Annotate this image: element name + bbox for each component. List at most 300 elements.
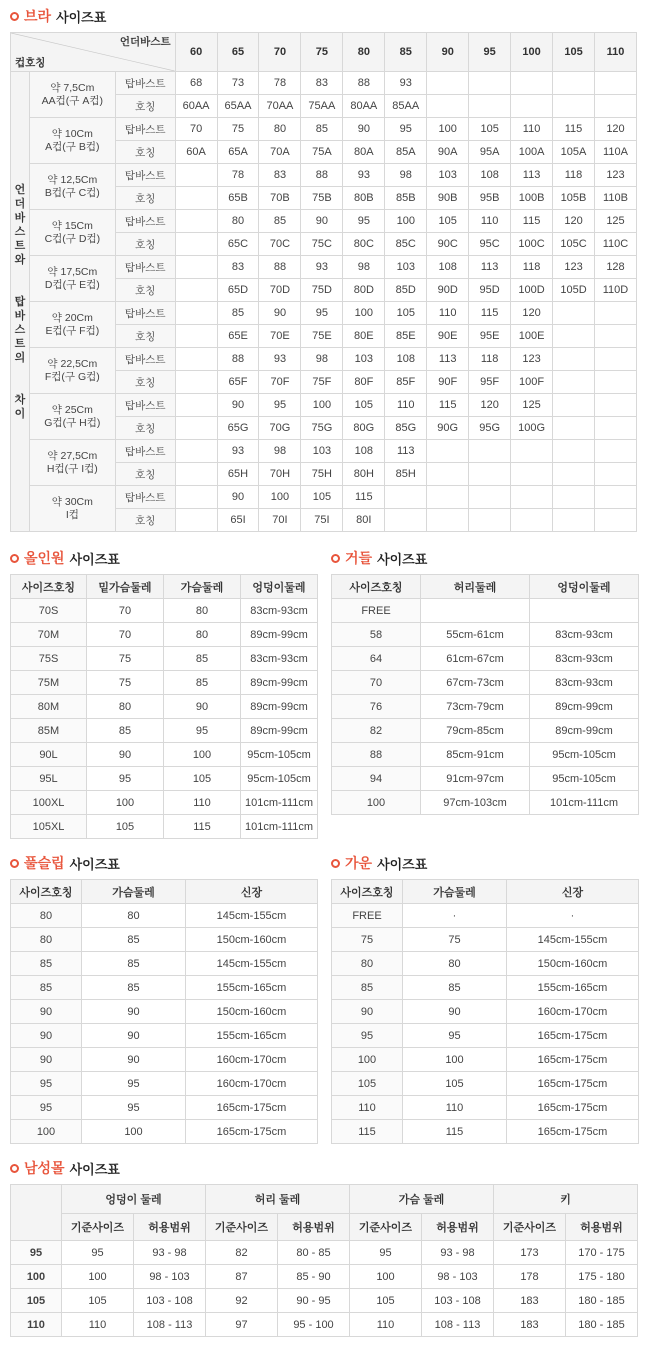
allinone-col-header: 밑가슴둘레 (87, 575, 164, 599)
table-row (332, 599, 639, 623)
table-row (332, 1096, 639, 1120)
men-sub-header: 기준사이즈 (62, 1214, 134, 1241)
gown-cell: 165cm-175cm (507, 1024, 639, 1048)
allinone-cell: 70S (11, 599, 87, 623)
men-cell: 183 (494, 1313, 566, 1337)
table-row (11, 815, 318, 839)
allinone-cell: 105 (164, 767, 241, 791)
gown-col-header: 가슴둘레 (403, 880, 507, 904)
bra-cell-topbust: 83 (217, 256, 259, 279)
bra-cell-call (553, 417, 595, 440)
bra-col-header: 65 (217, 33, 259, 72)
bra-cell-topbust: 100 (427, 118, 469, 141)
girdle-title-black: 사이즈표 (377, 551, 428, 567)
bra-cell-topbust: 78 (217, 164, 259, 187)
row-fullslip-gown (10, 853, 647, 1144)
gown-cell: FREE (332, 904, 403, 928)
bra-cell-call: 75E (301, 325, 343, 348)
bra-cell-topbust (594, 72, 636, 95)
gown-cell: 165cm-175cm (507, 1048, 639, 1072)
allinone-cell: 101cm-111cm (241, 815, 318, 839)
men-cell: 108 - 113 (422, 1313, 494, 1337)
bra-cell-topbust: 88 (259, 256, 301, 279)
gown-title-red: 가운 (345, 855, 373, 871)
fullslip-size-table (10, 879, 318, 1144)
fullslip-cell: 90 (82, 1024, 186, 1048)
men-cell: 80 - 85 (278, 1241, 350, 1265)
fullslip-cell: 80 (11, 904, 82, 928)
bra-cup-label: 약 12,5Cm B컵(구 C컵) (29, 164, 115, 210)
bra-cell-call (175, 371, 217, 394)
table-row (332, 743, 639, 767)
table-row (11, 302, 637, 325)
fullslip-cell: 165cm-175cm (186, 1096, 318, 1120)
men-sub-header: 기준사이즈 (494, 1214, 566, 1241)
bra-cell-call: 100F (511, 371, 553, 394)
bra-cell-topbust: 123 (594, 164, 636, 187)
bra-cell-topbust: 123 (511, 348, 553, 371)
men-cell: 110 (350, 1313, 422, 1337)
table-row (332, 904, 639, 928)
bra-cell-call: 90B (427, 187, 469, 210)
men-size-table (10, 1184, 638, 1337)
bra-cell-topbust (511, 486, 553, 509)
table-row (332, 1048, 639, 1072)
bra-col-header: 85 (385, 33, 427, 72)
table-row (11, 719, 318, 743)
girdle-cell: 70 (332, 671, 421, 695)
girdle-cell: 73cm-79cm (421, 695, 530, 719)
bra-cell-topbust (427, 440, 469, 463)
fullslip-cell: 150cm-160cm (186, 928, 318, 952)
bra-cell-topbust (175, 210, 217, 233)
men-cell: 105 (350, 1289, 422, 1313)
allinone-cell: 95cm-105cm (241, 743, 318, 767)
men-group-header (11, 1185, 62, 1241)
allinone-cell: 70 (87, 623, 164, 647)
men-cell: 97 (206, 1313, 278, 1337)
bra-cell-topbust: 88 (301, 164, 343, 187)
bra-cell-topbust (427, 72, 469, 95)
allinone-title-red: 올인원 (24, 550, 65, 566)
bullet-icon (10, 12, 19, 21)
girdle-cell: 83cm-93cm (530, 647, 639, 671)
fullslip-cell: 150cm-160cm (186, 1000, 318, 1024)
bra-row-label-top: 탑바스트 (115, 486, 175, 509)
table-row (11, 1024, 318, 1048)
fullslip-cell: 85 (11, 976, 82, 1000)
bra-cell-topbust: 83 (301, 72, 343, 95)
men-group-header: 엉덩이 둘레 (62, 1185, 206, 1214)
bra-cell-call (594, 371, 636, 394)
table-row (11, 1096, 318, 1120)
allinone-cell: 83cm-93cm (241, 647, 318, 671)
bra-cell-topbust: 108 (427, 256, 469, 279)
bra-cell-call: 110D (594, 279, 636, 302)
bra-cell-topbust: 100 (301, 394, 343, 417)
fullslip-cell: 90 (82, 1048, 186, 1072)
allinone-cell: 95cm-105cm (241, 767, 318, 791)
men-group-header: 허리 둘레 (206, 1185, 350, 1214)
table-row (11, 256, 637, 279)
bra-row-label-top: 탑바스트 (115, 164, 175, 187)
bra-cell-call (553, 371, 595, 394)
gown-cell: 115 (332, 1120, 403, 1144)
table-row (11, 767, 318, 791)
bra-col-header: 70 (259, 33, 301, 72)
table-row (11, 671, 318, 695)
allinone-cell: 105 (87, 815, 164, 839)
girdle-cell: 95cm-105cm (530, 743, 639, 767)
table-row (11, 647, 318, 671)
bra-cell-topbust: 103 (343, 348, 385, 371)
bra-cell-topbust: 118 (553, 164, 595, 187)
bra-cell-topbust (511, 440, 553, 463)
girdle-cell: 100 (332, 791, 421, 815)
table-row (11, 952, 318, 976)
bra-cell-topbust: 90 (343, 118, 385, 141)
allinone-cell: 85 (164, 647, 241, 671)
bra-cell-topbust: 95 (259, 394, 301, 417)
bra-cell-topbust: 90 (217, 394, 259, 417)
bra-cell-topbust (594, 486, 636, 509)
table-row (11, 1289, 638, 1313)
men-cell: 178 (494, 1265, 566, 1289)
bra-cell-topbust (427, 486, 469, 509)
allinone-cell: 85M (11, 719, 87, 743)
bra-cell-topbust: 120 (511, 302, 553, 325)
men-cell: 100 (11, 1265, 62, 1289)
bra-cell-call: 95E (469, 325, 511, 348)
bra-cell-call (594, 417, 636, 440)
allinone-cell: 83cm-93cm (241, 599, 318, 623)
allinone-col (10, 548, 317, 839)
bra-cell-call: 80H (343, 463, 385, 486)
table-row (332, 767, 639, 791)
men-table-wrap (10, 1184, 647, 1337)
men-cell: 173 (494, 1241, 566, 1265)
girdle-cell (530, 599, 639, 623)
girdle-cell: 83cm-93cm (530, 623, 639, 647)
table-row (11, 486, 637, 509)
bra-cell-topbust: 98 (259, 440, 301, 463)
bra-cup-label: 약 30Cm I컵 (29, 486, 115, 532)
bra-cell-call: 95A (469, 141, 511, 164)
bra-cell-call: 105A (553, 141, 595, 164)
fullslip-cell: 85 (82, 928, 186, 952)
bra-cell-call: 95B (469, 187, 511, 210)
bra-row-label-bottom: 호칭 (115, 325, 175, 348)
bra-cell-topbust: 120 (469, 394, 511, 417)
bra-cell-call: 70A (259, 141, 301, 164)
bra-cell-call (553, 463, 595, 486)
gown-cell: 75 (403, 928, 507, 952)
men-sub-header: 기준사이즈 (350, 1214, 422, 1241)
bra-cup-label: 약 10Cm A컵(구 B컵) (29, 118, 115, 164)
bra-cell-call (511, 463, 553, 486)
bra-cell-call: 75B (301, 187, 343, 210)
allinone-section-title (10, 548, 317, 568)
gown-cell: 100 (403, 1048, 507, 1072)
gown-title-black: 사이즈표 (377, 856, 428, 872)
men-group-header: 가슴 둘레 (350, 1185, 494, 1214)
bra-cell-topbust: 80 (217, 210, 259, 233)
girdle-col-header: 허리둘레 (421, 575, 530, 599)
bra-cup-label: 약 7,5Cm AA컵(구 A컵) (29, 72, 115, 118)
bra-row-label-top: 탑바스트 (115, 302, 175, 325)
bra-title-black: 사이즈표 (56, 9, 107, 25)
bra-row-label-bottom: 호칭 (115, 417, 175, 440)
bra-cell-call: 105B (553, 187, 595, 210)
table-row (11, 976, 318, 1000)
bra-cell-topbust: 108 (343, 440, 385, 463)
fullslip-col-header: 가슴둘레 (82, 880, 186, 904)
gown-cell: 105 (332, 1072, 403, 1096)
bra-cell-call: 110C (594, 233, 636, 256)
table-row (11, 791, 318, 815)
bra-cell-topbust (594, 440, 636, 463)
fullslip-cell: 80 (11, 928, 82, 952)
bra-col-header: 90 (427, 33, 469, 72)
allinone-cell: 80 (164, 623, 241, 647)
bra-cell-call: 105D (553, 279, 595, 302)
allinone-cell: 89cm-99cm (241, 719, 318, 743)
allinone-cell: 89cm-99cm (241, 695, 318, 719)
girdle-cell: 97cm-103cm (421, 791, 530, 815)
bra-cell-topbust: 95 (301, 302, 343, 325)
gown-col (331, 853, 638, 1144)
bra-size-table (10, 32, 637, 532)
bra-cell-topbust: 108 (385, 348, 427, 371)
gown-cell: 80 (403, 952, 507, 976)
bra-cell-call: 100C (511, 233, 553, 256)
allinone-size-table (10, 574, 318, 839)
bra-cell-topbust: 120 (594, 118, 636, 141)
girdle-col-header: 엉덩이둘레 (530, 575, 639, 599)
bra-cell-topbust: 110 (427, 302, 469, 325)
men-cell: 180 - 185 (566, 1313, 638, 1337)
bra-cell-topbust: 113 (469, 256, 511, 279)
bra-cell-call: 70AA (259, 95, 301, 118)
gown-cell: 100 (332, 1048, 403, 1072)
gown-size-table (331, 879, 639, 1144)
girdle-cell: 64 (332, 647, 421, 671)
bra-cell-call (594, 463, 636, 486)
men-sub-header: 허용범위 (134, 1214, 206, 1241)
bra-cell-topbust: 80 (259, 118, 301, 141)
bra-col-header: 75 (301, 33, 343, 72)
bra-cell-call: 100B (511, 187, 553, 210)
bra-cell-topbust: 93 (259, 348, 301, 371)
bra-cell-topbust: 98 (385, 164, 427, 187)
men-cell: 180 - 185 (566, 1289, 638, 1313)
bra-cell-topbust (553, 440, 595, 463)
bra-cell-topbust: 103 (427, 164, 469, 187)
fullslip-title-red: 풀슬립 (24, 855, 65, 871)
bra-cell-topbust: 110 (385, 394, 427, 417)
bra-cell-call: 65F (217, 371, 259, 394)
fullslip-cell: 85 (82, 976, 186, 1000)
bra-cell-call: 85E (385, 325, 427, 348)
bra-cell-topbust: 85 (259, 210, 301, 233)
bra-cell-call: 80B (343, 187, 385, 210)
bra-cell-call: 75F (301, 371, 343, 394)
bra-cell-topbust: 110 (511, 118, 553, 141)
men-cell: 100 (350, 1265, 422, 1289)
allinone-col-header: 엉덩이둘레 (241, 575, 318, 599)
bottom-spacer (0, 1351, 647, 1365)
allinone-cell: 80M (11, 695, 87, 719)
bra-cell-call: 70G (259, 417, 301, 440)
men-cell: 100 (62, 1265, 134, 1289)
bra-cell-topbust: 85 (217, 302, 259, 325)
bra-cell-call: 90F (427, 371, 469, 394)
bra-cell-call (511, 509, 553, 532)
allinone-cell: 105XL (11, 815, 87, 839)
girdle-cell: 67cm-73cm (421, 671, 530, 695)
allinone-cell: 100 (164, 743, 241, 767)
men-group-header: 키 (494, 1185, 638, 1214)
table-row (11, 623, 318, 647)
bra-cell-call (594, 509, 636, 532)
bra-cup-label: 약 17,5Cm D컵(구 E컵) (29, 256, 115, 302)
bra-cell-call (175, 325, 217, 348)
bra-cell-topbust: 115 (553, 118, 595, 141)
allinone-cell: 75M (11, 671, 87, 695)
girdle-cell: 85cm-91cm (421, 743, 530, 767)
gown-cell: 95 (332, 1024, 403, 1048)
bra-cell-call (175, 463, 217, 486)
allinone-cell: 80 (87, 695, 164, 719)
gown-cell: 75 (332, 928, 403, 952)
bra-cell-topbust: 70 (175, 118, 217, 141)
bra-row-label-bottom: 호칭 (115, 233, 175, 256)
fullslip-cell: 80 (82, 904, 186, 928)
men-cell: 175 - 180 (566, 1265, 638, 1289)
men-cell: 98 - 103 (422, 1265, 494, 1289)
men-cell: 95 (11, 1241, 62, 1265)
bra-cell-call: 75C (301, 233, 343, 256)
bra-cup-label: 약 15Cm C컵(구 D컵) (29, 210, 115, 256)
fullslip-cell: 145cm-155cm (186, 952, 318, 976)
bra-cell-topbust: 115 (343, 486, 385, 509)
table-row (332, 695, 639, 719)
bra-cell-topbust: 73 (217, 72, 259, 95)
bra-cell-call: 90G (427, 417, 469, 440)
gown-cell: 95 (403, 1024, 507, 1048)
bra-cell-topbust: 118 (511, 256, 553, 279)
gown-cell: 105 (403, 1072, 507, 1096)
bra-cell-topbust: 93 (385, 72, 427, 95)
bra-cell-topbust (594, 348, 636, 371)
fullslip-col (10, 853, 317, 1144)
gown-cell: 110 (332, 1096, 403, 1120)
bra-cell-topbust: 125 (511, 394, 553, 417)
bra-row-label-bottom: 호칭 (115, 141, 175, 164)
girdle-cell: 79cm-85cm (421, 719, 530, 743)
allinone-cell: 115 (164, 815, 241, 839)
bra-cell-topbust: 90 (259, 302, 301, 325)
gown-cell: 165cm-175cm (507, 1072, 639, 1096)
men-sub-header: 허용범위 (278, 1214, 350, 1241)
bra-cell-topbust: 90 (217, 486, 259, 509)
bra-cell-call: 85AA (385, 95, 427, 118)
bra-cell-topbust (594, 394, 636, 417)
fullslip-cell: 90 (82, 1000, 186, 1024)
allinone-cell: 70M (11, 623, 87, 647)
allinone-cell: 90L (11, 743, 87, 767)
bra-col-header: 80 (343, 33, 385, 72)
bra-cell-topbust: 115 (511, 210, 553, 233)
table-row (332, 791, 639, 815)
table-row (332, 1024, 639, 1048)
men-cell: 103 - 108 (134, 1289, 206, 1313)
men-title-black: 사이즈표 (69, 1161, 120, 1177)
bra-title-red: 브라 (24, 8, 52, 24)
allinone-cell: 95L (11, 767, 87, 791)
bra-cell-call: 95D (469, 279, 511, 302)
gown-cell: 160cm-170cm (507, 1000, 639, 1024)
gown-cell: · (507, 904, 639, 928)
table-row (332, 719, 639, 743)
girdle-section-title (331, 548, 638, 568)
men-cell: 90 - 95 (278, 1289, 350, 1313)
bra-cell-call (469, 463, 511, 486)
gown-cell: 90 (403, 1000, 507, 1024)
bra-row-label-top: 탑바스트 (115, 256, 175, 279)
allinone-cell: 101cm-111cm (241, 791, 318, 815)
bra-cell-call (175, 233, 217, 256)
bra-cell-call: 100D (511, 279, 553, 302)
men-title-red: 남성몰 (24, 1160, 65, 1176)
bra-cell-call: 90D (427, 279, 469, 302)
girdle-cell: 55cm-61cm (421, 623, 530, 647)
bra-cell-topbust: 113 (385, 440, 427, 463)
table-row (11, 394, 637, 417)
bra-cell-call: 75AA (301, 95, 343, 118)
bra-row-label-bottom: 호칭 (115, 187, 175, 210)
men-cell: 105 (62, 1289, 134, 1313)
bra-cell-call: 95C (469, 233, 511, 256)
bra-col-header: 95 (469, 33, 511, 72)
bra-row-label-top: 탑바스트 (115, 348, 175, 371)
bra-cell-call: 70F (259, 371, 301, 394)
bra-row-label-top: 탑바스트 (115, 72, 175, 95)
gown-col-header: 신장 (507, 880, 639, 904)
girdle-cell: 58 (332, 623, 421, 647)
bra-cell-call: 75A (301, 141, 343, 164)
bra-cell-call (553, 95, 595, 118)
bra-cell-topbust: 68 (175, 72, 217, 95)
bra-cell-topbust (175, 394, 217, 417)
bra-cell-topbust: 113 (511, 164, 553, 187)
allinone-cell: 95 (164, 719, 241, 743)
fullslip-cell: 85 (82, 952, 186, 976)
bra-cell-topbust (175, 256, 217, 279)
bra-cell-call: 65AA (217, 95, 259, 118)
bra-cell-topbust: 103 (385, 256, 427, 279)
allinone-cell: 90 (87, 743, 164, 767)
bra-cell-topbust: 93 (343, 164, 385, 187)
girdle-cell: 95cm-105cm (530, 767, 639, 791)
allinone-cell: 90 (164, 695, 241, 719)
table-row (11, 440, 637, 463)
girdle-cell: 89cm-99cm (530, 695, 639, 719)
bra-cell-call: 90E (427, 325, 469, 348)
bra-cell-call (594, 325, 636, 348)
bra-cell-call: 85B (385, 187, 427, 210)
table-row (11, 210, 637, 233)
